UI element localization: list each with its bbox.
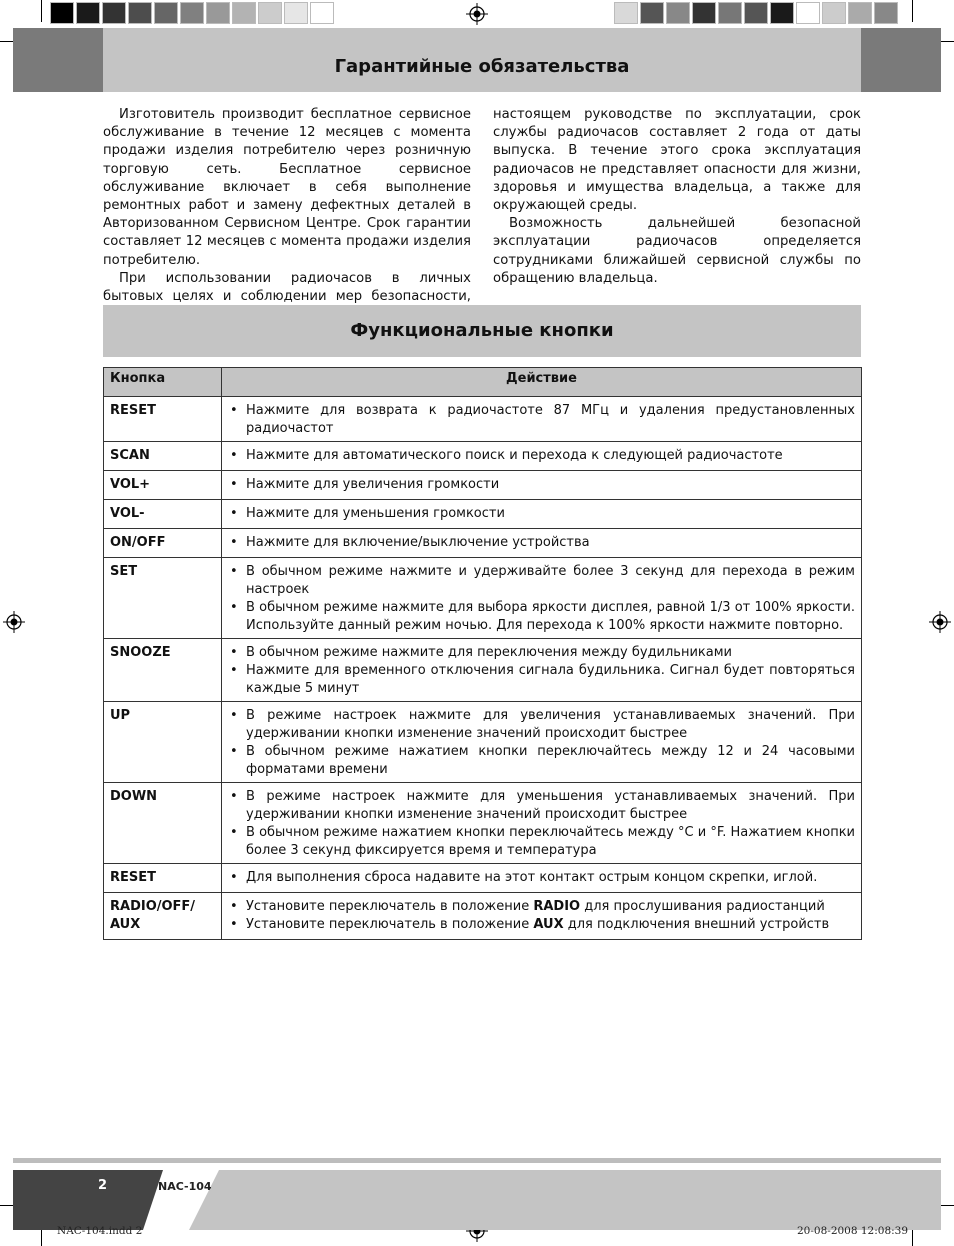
button-name-cell: RADIO/OFF/ AUX bbox=[104, 893, 222, 940]
table-header-row bbox=[104, 368, 862, 397]
button-name-cell: SET bbox=[104, 558, 222, 639]
action-item: • В обычном режиме нажатием кнопки переключайтесь между °С и °F. Нажатием кнопки более 3 секунд фиксируется время и температура bbox=[230, 824, 855, 860]
calibration-swatch bbox=[258, 2, 282, 24]
table-row bbox=[104, 783, 862, 864]
calibration-swatch bbox=[640, 2, 664, 24]
footer-page-block bbox=[13, 1170, 143, 1230]
action-cell bbox=[222, 783, 862, 864]
table-row bbox=[104, 397, 862, 442]
footer-wedge bbox=[143, 1170, 219, 1230]
button-name-cell: VOL+ bbox=[104, 471, 222, 500]
action-cell bbox=[222, 639, 862, 702]
table-row bbox=[104, 442, 862, 471]
calibration-swatch bbox=[284, 2, 308, 24]
table-row bbox=[104, 471, 862, 500]
warranty-paragraph: Изготовитель производит бесплатное сервисное обслуживание в течение 12 месяцев с момента продажи изделия потребителю через розничную торговую сеть. Бесплатное сервисное обслуживание включает в себя выполнение ремонтных работ и замену дефектных деталей в Авторизованном Сервисном Центре. Срок гарантии составляет 12 месяцев с момента продажи изделия потребителю. bbox=[103, 107, 471, 268]
crop-mark bbox=[41, 0, 42, 22]
calibration-swatch bbox=[796, 2, 820, 24]
table-row bbox=[104, 558, 862, 639]
calibration-swatch bbox=[232, 2, 256, 24]
button-name-cell: RESET bbox=[104, 397, 222, 442]
action-item: • В обычном режиме нажмите и удерживайте более 3 секунд для перехода в режим настроек bbox=[230, 563, 855, 599]
action-cell bbox=[222, 397, 862, 442]
action-item: • Нажмите для временного отключения сигнала будильника. Сигнал будет повторяться каждые 5 минут bbox=[230, 662, 855, 698]
action-cell bbox=[222, 893, 862, 940]
action-item: • Нажмите для уменьшения громкости bbox=[230, 505, 855, 523]
warranty-paragraph: При использовании радиочасов в личных бытовых целях и соблюдении мер безопасности, bbox=[103, 270, 471, 305]
button-name-cell: DOWN bbox=[104, 783, 222, 864]
table-row bbox=[104, 893, 862, 940]
table-row bbox=[104, 702, 862, 783]
calibration-swatch bbox=[718, 2, 742, 24]
calibration-swatch bbox=[154, 2, 178, 24]
column-header-button: Кнопка bbox=[104, 368, 222, 397]
column-header-action: Действие bbox=[222, 368, 862, 397]
functions-table-body bbox=[104, 397, 862, 940]
button-name-cell: ON/OFF bbox=[104, 529, 222, 558]
action-item: • В режиме настроек нажмите для увеличения устанавливаемых значений. При удерживании кнопки изменение значений происходит быстрее bbox=[230, 707, 855, 743]
action-cell bbox=[222, 500, 862, 529]
table-row bbox=[104, 639, 862, 702]
registration-mark-icon bbox=[929, 611, 951, 633]
action-cell bbox=[222, 702, 862, 783]
button-name-cell: RESET bbox=[104, 864, 222, 893]
calibration-swatch bbox=[206, 2, 230, 24]
warranty-title: Гарантийные обязательства bbox=[334, 56, 630, 77]
action-item: • В обычном режиме нажмите для переключения между будильниками bbox=[230, 644, 855, 662]
warranty-paragraph: настоящем руководстве по эксплуатации, срок службы радиочасов составляет 2 года от даты выпуска. В течение этого срока эксплуатация радиочасов не представляет опасности для жизни, здоровья и имущества владельца, а также для окружающей среды. bbox=[493, 107, 861, 214]
action-cell bbox=[222, 529, 862, 558]
print-slug-right: 20-08-2008 12:08:39 bbox=[797, 1225, 909, 1237]
functions-table bbox=[103, 367, 862, 940]
calibration-swatch bbox=[692, 2, 716, 24]
calibration-swatch bbox=[666, 2, 690, 24]
button-name-cell: UP bbox=[104, 702, 222, 783]
action-cell bbox=[222, 471, 862, 500]
calibration-swatch bbox=[50, 2, 74, 24]
warranty-column-right bbox=[493, 106, 861, 288]
table-row bbox=[104, 500, 862, 529]
calibration-swatch bbox=[822, 2, 846, 24]
calibration-swatch bbox=[614, 2, 638, 24]
calibration-swatch bbox=[874, 2, 898, 24]
button-name-cell: VOL- bbox=[104, 500, 222, 529]
action-item: • Установите переключатель в положение AUX для подключения внешний устройств bbox=[230, 916, 855, 934]
table-row bbox=[104, 864, 862, 893]
action-item: • Установите переключатель в положение RADIO для прослушивания радиостанций bbox=[230, 898, 855, 916]
action-item: • Нажмите для включение/выключение устройства bbox=[230, 534, 855, 552]
calibration-swatch bbox=[76, 2, 100, 24]
warranty-paragraph: Возможность дальнейшей безопасной эксплуатации радиочасов определяется сотрудниками ближайшей сервисной службы по обращению владельца. bbox=[493, 216, 861, 286]
action-item: • В режиме настроек нажмите для уменьшения устанавливаемых значений. При удерживании кнопки изменение значений происходит быстрее bbox=[230, 788, 855, 824]
calibration-swatch bbox=[744, 2, 768, 24]
calibration-swatch bbox=[102, 2, 126, 24]
action-item: • Для выполнения сброса надавите на этот контакт острым концом скрепки, иглой. bbox=[230, 869, 855, 887]
action-item: • В обычном режиме нажмите для выбора яркости дисплея, равной 1/3 от 100% яркости. Используйте данный режим ночью. Для перехода к 100% яркости нажмите повторно. bbox=[230, 599, 855, 635]
action-cell bbox=[222, 558, 862, 639]
warranty-column-left bbox=[103, 106, 471, 324]
footer-bar bbox=[218, 1170, 941, 1230]
registration-mark-icon bbox=[3, 611, 25, 633]
calibration-strip-left bbox=[50, 2, 336, 26]
action-cell bbox=[222, 864, 862, 893]
calibration-swatch bbox=[128, 2, 152, 24]
footer-line bbox=[13, 1158, 941, 1163]
calibration-swatch bbox=[180, 2, 204, 24]
calibration-strip-right bbox=[614, 2, 900, 26]
print-slug-left: NAC-104.indd 2 bbox=[57, 1225, 143, 1237]
action-item: • Нажмите для автоматического поиск и перехода к следующей радиочастоте bbox=[230, 447, 855, 465]
page-number: 2 bbox=[98, 1178, 108, 1193]
button-name-cell: SCAN bbox=[104, 442, 222, 471]
registration-mark-icon bbox=[466, 3, 488, 25]
action-item: • Нажмите для возврата к радиочастоте 87 МГц и удаления предустановленных радиочастот bbox=[230, 402, 855, 438]
calibration-swatch bbox=[848, 2, 872, 24]
table-row bbox=[104, 529, 862, 558]
action-item: • Нажмите для увеличения громкости bbox=[230, 476, 855, 494]
action-cell bbox=[222, 442, 862, 471]
functions-title: Функциональные кнопки bbox=[350, 320, 614, 341]
calibration-swatch bbox=[310, 2, 334, 24]
calibration-swatch bbox=[770, 2, 794, 24]
action-item: • В обычном режиме нажатием кнопки переключайтесь между 12 и 24 часовыми форматами времени bbox=[230, 743, 855, 779]
crop-mark bbox=[912, 0, 913, 22]
model-label: NAC-104 bbox=[158, 1180, 212, 1193]
button-name-cell: SNOOZE bbox=[104, 639, 222, 702]
